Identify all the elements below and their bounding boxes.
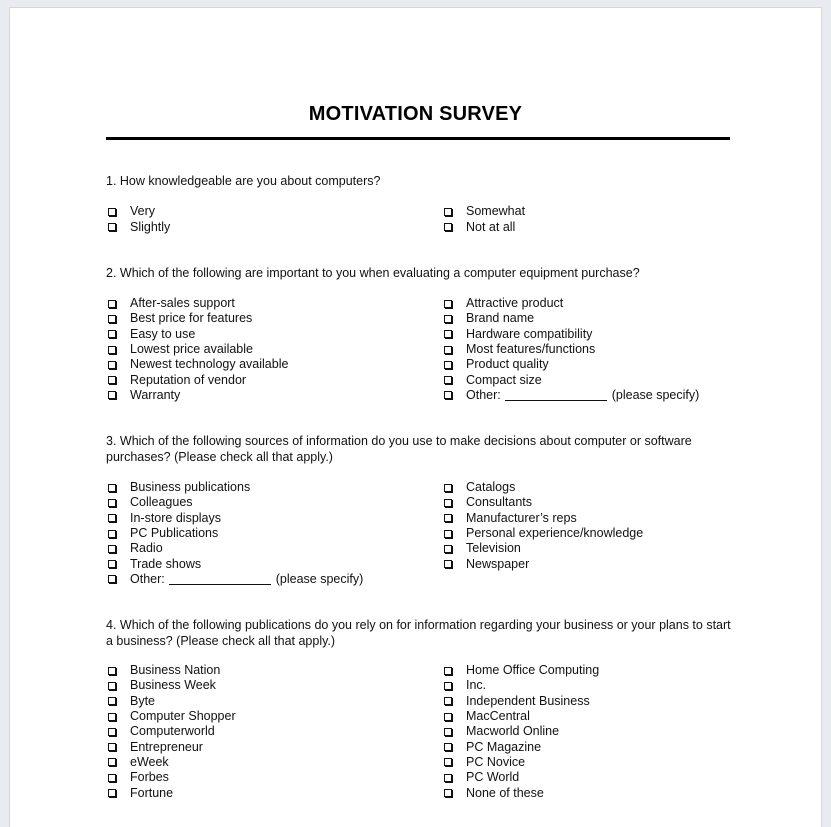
checkbox-icon[interactable] xyxy=(444,315,452,323)
checkbox-icon[interactable] xyxy=(108,697,116,705)
option-checkbox[interactable] xyxy=(442,296,563,311)
option-checkbox[interactable] xyxy=(442,678,486,693)
option-label: Newspaper xyxy=(466,556,530,571)
option-label: Forbes xyxy=(130,770,169,785)
option-label: Very xyxy=(130,204,156,219)
option-checkbox[interactable] xyxy=(442,755,525,770)
checkbox-icon[interactable] xyxy=(108,728,116,736)
option-checkbox[interactable] xyxy=(106,327,195,342)
option-checkbox[interactable] xyxy=(442,204,525,219)
option-checkbox[interactable] xyxy=(442,541,521,556)
option-checkbox[interactable] xyxy=(442,373,542,388)
option-checkbox[interactable] xyxy=(442,740,541,755)
option-label: PC Magazine xyxy=(466,739,542,754)
option-checkbox[interactable] xyxy=(106,785,173,800)
option-checkbox[interactable] xyxy=(442,495,532,510)
checkbox-icon[interactable] xyxy=(108,575,116,583)
option-checkbox[interactable] xyxy=(106,495,193,510)
option-label: Business Week xyxy=(130,678,216,693)
option-checkbox[interactable] xyxy=(106,709,236,724)
option-checkbox[interactable] xyxy=(442,785,544,800)
option-checkbox[interactable] xyxy=(106,770,169,785)
checkbox-icon[interactable] xyxy=(108,713,116,721)
option-checkbox[interactable] xyxy=(106,373,246,388)
question-3: 3. Which of the following sources of information do you use to make decisions about computer or software purchases? (Please check all that apply.) xyxy=(106,434,692,464)
other-specify-field[interactable] xyxy=(505,389,607,401)
checkbox-icon[interactable] xyxy=(444,774,452,782)
option-label: Easy to use xyxy=(130,326,196,341)
option-label: Fortune xyxy=(130,785,174,800)
option-checkbox[interactable] xyxy=(442,694,590,709)
option-label: Somewhat xyxy=(466,204,526,219)
checkbox-icon[interactable] xyxy=(108,300,116,308)
checkbox-icon[interactable] xyxy=(444,484,452,492)
option-label: Computer Shopper xyxy=(130,709,236,724)
checkbox-icon[interactable] xyxy=(444,713,452,721)
option-label: Radio xyxy=(130,541,163,556)
checkbox-icon[interactable] xyxy=(444,223,452,231)
checkbox-icon[interactable] xyxy=(444,208,452,216)
checkbox-icon[interactable] xyxy=(444,789,452,797)
option-checkbox[interactable] xyxy=(106,511,221,526)
option-checkbox[interactable] xyxy=(106,678,216,693)
option-label: Lowest price available xyxy=(130,342,253,357)
option-checkbox[interactable] xyxy=(442,724,559,739)
checkbox-icon[interactable] xyxy=(444,361,452,369)
checkbox-icon[interactable] xyxy=(444,330,452,338)
option-label: Home Office Computing xyxy=(466,663,600,678)
option-label: PC Publications xyxy=(130,526,219,541)
checkbox-icon[interactable] xyxy=(108,346,116,354)
checkbox-icon[interactable] xyxy=(108,774,116,782)
title-divider xyxy=(106,137,730,140)
option-checkbox[interactable] xyxy=(106,480,250,495)
checkbox-icon[interactable] xyxy=(444,667,452,675)
checkbox-icon[interactable] xyxy=(108,208,116,216)
option-suffix: (please specify) xyxy=(275,571,364,586)
checkbox-icon[interactable] xyxy=(108,223,116,231)
option-label: Warranty xyxy=(130,387,181,402)
option-label: After-sales support xyxy=(130,296,235,311)
checkbox-icon[interactable] xyxy=(108,484,116,492)
option-checkbox[interactable] xyxy=(442,311,534,326)
option-label: In-store displays xyxy=(130,510,222,525)
option-label: None of these xyxy=(466,785,544,800)
checkbox-icon[interactable] xyxy=(108,743,116,751)
option-label: Colleagues xyxy=(130,495,193,510)
option-label: Independent Business xyxy=(466,693,590,708)
option-checkbox[interactable] xyxy=(106,204,155,219)
option-label: Business publications xyxy=(130,480,251,495)
checkbox-icon[interactable] xyxy=(108,758,116,766)
option-checkbox[interactable] xyxy=(442,480,515,495)
option-checkbox-other[interactable] xyxy=(442,388,699,403)
option-checkbox[interactable] xyxy=(106,311,252,326)
checkbox-icon[interactable] xyxy=(108,530,116,538)
checkbox-icon[interactable] xyxy=(108,682,116,690)
option-label: MacCentral xyxy=(466,709,530,724)
option-label: Computerworld xyxy=(130,724,215,739)
document-page xyxy=(9,7,822,827)
option-checkbox[interactable] xyxy=(442,511,577,526)
option-label: Most features/functions xyxy=(466,342,596,357)
option-label: Manufacturer’s reps xyxy=(466,510,577,525)
option-checkbox[interactable] xyxy=(106,694,155,709)
option-label: Brand name xyxy=(466,311,535,326)
checkbox-icon[interactable] xyxy=(444,300,452,308)
option-checkbox[interactable] xyxy=(106,663,220,678)
option-checkbox[interactable] xyxy=(106,557,201,572)
option-label: Other: xyxy=(130,571,165,586)
option-label: Trade shows xyxy=(130,556,202,571)
option-label: Other: xyxy=(466,387,501,402)
checkbox-icon[interactable] xyxy=(444,728,452,736)
option-label: Newest technology available xyxy=(130,357,289,372)
option-label: Business Nation xyxy=(130,663,221,678)
option-checkbox[interactable] xyxy=(442,709,530,724)
option-checkbox[interactable] xyxy=(106,755,169,770)
checkbox-icon[interactable] xyxy=(444,499,452,507)
option-checkbox[interactable] xyxy=(106,724,215,739)
option-checkbox[interactable] xyxy=(442,342,595,357)
option-checkbox[interactable] xyxy=(106,388,180,403)
checkbox-icon[interactable] xyxy=(108,789,116,797)
checkbox-icon[interactable] xyxy=(444,530,452,538)
option-checkbox[interactable] xyxy=(442,770,519,785)
option-label: Personal experience/knowledge xyxy=(466,526,644,541)
option-label: Macworld Online xyxy=(466,724,560,739)
option-checkbox[interactable] xyxy=(106,219,170,234)
checkbox-icon[interactable] xyxy=(108,330,116,338)
checkbox-icon[interactable] xyxy=(108,514,116,522)
checkbox-icon[interactable] xyxy=(108,361,116,369)
option-checkbox[interactable] xyxy=(106,357,288,372)
checkbox-icon[interactable] xyxy=(444,560,452,568)
option-checkbox[interactable] xyxy=(442,357,549,372)
option-checkbox[interactable] xyxy=(442,526,643,541)
option-label: Hardware compatibility xyxy=(466,326,593,341)
option-label: Attractive product xyxy=(466,296,564,311)
option-label: PC Novice xyxy=(466,754,526,769)
checkbox-icon[interactable] xyxy=(108,545,116,553)
option-suffix: (please specify) xyxy=(611,387,700,402)
option-checkbox[interactable] xyxy=(106,541,163,556)
option-checkbox[interactable] xyxy=(442,557,529,572)
option-label: Product quality xyxy=(466,357,549,372)
option-checkbox[interactable] xyxy=(442,219,515,234)
option-label: Entrepreneur xyxy=(130,739,203,754)
checkbox-icon[interactable] xyxy=(108,391,116,399)
option-label: Not at all xyxy=(466,219,516,234)
option-label: Catalogs xyxy=(466,480,516,495)
option-checkbox[interactable] xyxy=(106,740,203,755)
document-title: MOTIVATION SURVEY xyxy=(308,103,523,125)
option-label: Slightly xyxy=(130,219,171,234)
checkbox-icon[interactable] xyxy=(444,758,452,766)
option-label: Reputation of vendor xyxy=(130,372,247,387)
checkbox-icon[interactable] xyxy=(108,667,116,675)
option-label: Compact size xyxy=(466,372,542,387)
option-label: Best price for features xyxy=(130,311,253,326)
checkbox-icon[interactable] xyxy=(108,560,116,568)
checkbox-icon[interactable] xyxy=(444,346,452,354)
checkbox-icon[interactable] xyxy=(444,697,452,705)
option-label: PC World xyxy=(466,770,520,785)
checkbox-icon[interactable] xyxy=(444,743,452,751)
option-checkbox[interactable] xyxy=(106,526,218,541)
option-checkbox-other[interactable] xyxy=(106,572,363,587)
option-label: Consultants xyxy=(466,495,533,510)
option-checkbox[interactable] xyxy=(442,663,599,678)
option-label: Inc. xyxy=(466,678,487,693)
question-4: 4. Which of the following publications do you rely on for information regarding your business or your plans to start a business? (Please check all that apply.) xyxy=(106,618,731,648)
option-checkbox[interactable] xyxy=(106,296,235,311)
question-2: 2. Which of the following are important to you when evaluating a computer equipment purchase? xyxy=(106,266,640,280)
checkbox-icon[interactable] xyxy=(444,682,452,690)
checkbox-icon[interactable] xyxy=(108,376,116,384)
option-label: Television xyxy=(466,541,521,556)
checkbox-icon[interactable] xyxy=(444,391,452,399)
checkbox-icon[interactable] xyxy=(444,514,452,522)
option-label: Byte xyxy=(130,693,156,708)
question-1: 1. How knowledgeable are you about computers? xyxy=(106,174,381,188)
checkbox-icon[interactable] xyxy=(108,315,116,323)
option-label: eWeek xyxy=(130,754,169,769)
option-checkbox[interactable] xyxy=(442,327,592,342)
checkbox-icon[interactable] xyxy=(444,545,452,553)
option-checkbox[interactable] xyxy=(106,342,253,357)
checkbox-icon[interactable] xyxy=(108,499,116,507)
other-specify-field[interactable] xyxy=(169,573,271,585)
checkbox-icon[interactable] xyxy=(444,376,452,384)
